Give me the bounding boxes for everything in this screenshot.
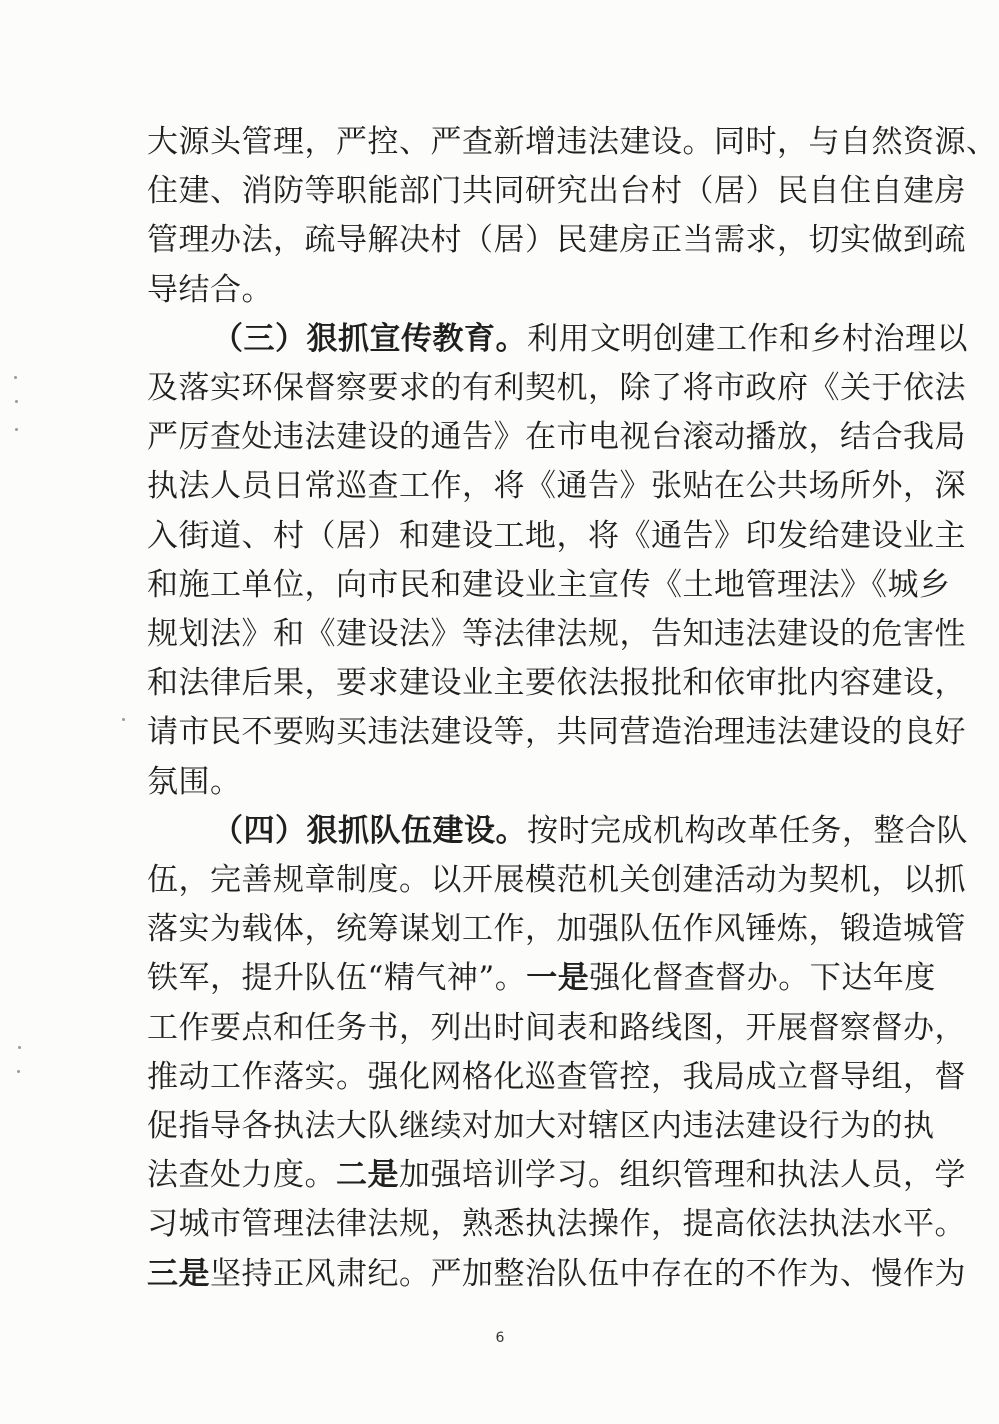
line-text: 入街道、村（居）和建设工地，将《通告》印发给建设业主 [147,517,966,554]
line-text: 请市民不要购买违法建设等，共同营造治理违法建设的良好 [147,714,966,751]
line-text: 及落实环保督察要求的有利契机，除了将市政府《关于依法 [147,370,966,406]
line-text: 和法律后果，要求建设业主要依法报批和依审批内容建设， [147,665,966,702]
text-line-11 [147,614,966,654]
line-text: 坚持正风肃纪。严加整治队伍中存在的不作为、慢作为 [210,1255,966,1292]
scan-speck [18,1046,21,1049]
text-line-13 [147,712,966,752]
line-text: 管理办法，疏导解决村（居）民建房正当需求，切实做到疏 [147,222,966,259]
line-text: 推动工作落实。强化网格化巡查管控，我局成立督导组，督 [147,1058,966,1095]
line-text-tail: 加强培训学习。组织管理和执法人员，学 [399,1157,966,1194]
line-text: 大源头管理，严控、严查新增违法建设。同时，与自然资源、 [147,124,998,160]
text-line-12 [147,663,966,703]
line-text: 按时完成机构改革任务，整合队 [527,812,968,849]
text-line-23 [147,1204,966,1244]
text-line-6 [147,368,966,408]
text-line-1 [147,122,998,162]
bold-marker-one: 一是 [526,960,590,997]
text-line-18 [147,958,936,998]
text-line-14 [147,762,867,802]
section-heading-three: （三）狠抓宣传教育。 [212,320,527,357]
section-three-first-line [212,319,968,359]
scan-speck [15,428,18,431]
text-line-24 [147,1254,966,1294]
text-line-19 [147,1008,966,1048]
text-line-21 [147,1106,935,1146]
line-text: 规划法》和《建设法》等法律法规，告知违法建设的危害性 [147,616,966,652]
line-text-tail: 强化督查督办。下达年度 [589,960,936,997]
page-number: 6 [495,1330,505,1346]
line-text: 住建、消防等职能部门共同研究出台村（居）民自住自建房 [147,173,966,210]
line-text: 利用文明创建工作和乡村治理以 [527,320,968,357]
bold-marker-two: 二是 [336,1157,399,1194]
line-text: 伍，完善规章制度。以开展模范机关创建活动为契机，以抓 [147,862,966,898]
line-text: 工作要点和任务书，列出时间表和路线图，开展督察督办， [147,1009,966,1046]
text-line-2 [147,171,966,211]
text-line-9 [147,516,966,556]
text-line-3 [147,220,966,260]
line-text: 铁军，提升队伍“精气神”。 [147,960,527,997]
line-text: 执法人员日常巡查工作，将《通告》张贴在公共场所外，深 [147,468,966,505]
line-text: 氛围。 [147,763,242,800]
text-line-10 [147,565,951,605]
section-heading-four: （四）狠抓队伍建设。 [212,812,527,849]
bold-marker-three: 三是 [147,1255,210,1292]
text-line-17 [147,909,966,949]
scan-speck [14,376,17,379]
line-text: 和施工单位，向市民和建设业主宣传《土地管理法》《城乡 [147,566,951,603]
text-line-4 [147,270,867,310]
text-line-7 [147,417,966,457]
text-line-16 [147,860,966,900]
text-line-20 [147,1057,966,1097]
line-text: 促指导各执法大队继续对加大对辖区内违法建设行为的执 [147,1108,935,1144]
scan-speck [122,718,125,721]
text-line-22 [147,1155,966,1195]
line-text: 严厉查处违法建设的通告》在市电视台滚动播放，结合我局 [147,419,966,456]
scan-speck [17,1070,20,1073]
line-text: 落实为载体，统筹谋划工作，加强队伍作风锤炼，锻造城管 [147,911,966,948]
section-four-first-line [212,811,968,851]
line-text: 导结合。 [147,271,273,308]
line-text: 习城市管理法律法规，熟悉执法操作，提高依法执法水平。 [147,1206,966,1243]
scan-speck [15,400,18,403]
text-line-8 [147,466,966,506]
line-text: 法查处力度。 [147,1157,336,1194]
